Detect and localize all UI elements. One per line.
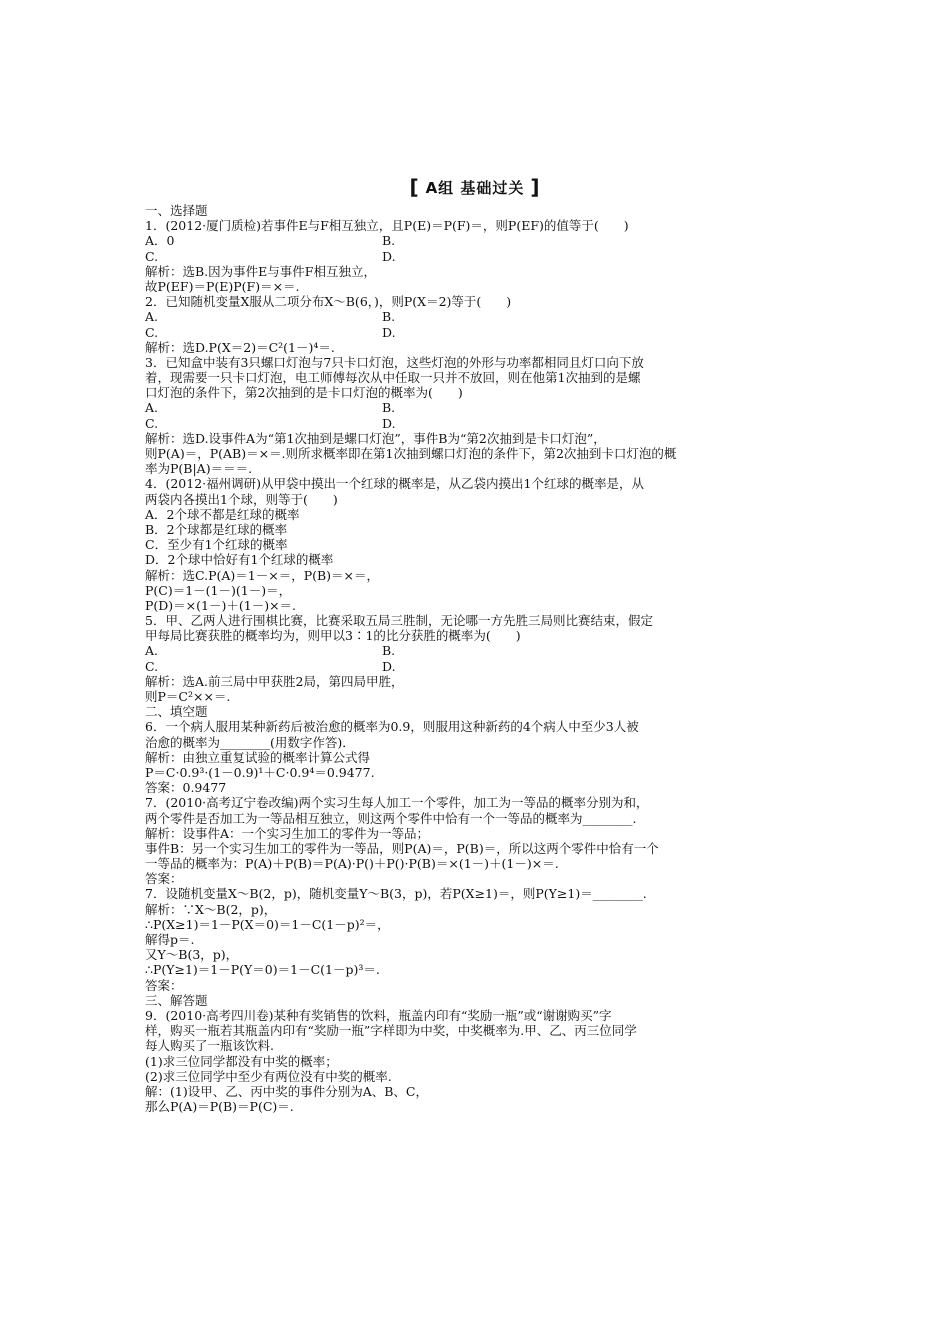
text-line: 一、选择题 — [145, 203, 208, 218]
answer-options-row — [145, 325, 815, 340]
text-line: 甲每局比赛获胜的概率均为，则甲以3∶1的比分获胜的概率为( ) — [145, 628, 521, 644]
text-line: 则P＝C²××＝. — [145, 689, 231, 704]
text-line: 4．(2012·福州调研)从甲袋中摸出一个红球的概率是，从乙袋内摸出1个红球的概率是，从 — [145, 476, 644, 492]
text-line: 又Y～B(3，p)， — [145, 947, 239, 963]
banner-left-bracket: [ — [409, 175, 420, 199]
text-line: 两个零件是否加工为一等品相互独立，则这两个零件中恰有一个一等品的概率为________. — [145, 810, 637, 826]
answer-options-row — [145, 309, 815, 324]
text-line: P(C)＝1－(1－)(1－)＝， — [145, 582, 292, 598]
text-line: 答案： — [145, 871, 183, 887]
option-left: C. — [145, 248, 159, 264]
text-line: 解析：设事件A：一个实习生加工的零件为一等品； — [145, 825, 430, 841]
option-right: B. — [382, 400, 396, 416]
text-line: 2．已知随机变量X服从二项分布X～B(6，)，则P(X＝2)等于( ) — [145, 294, 512, 310]
answer-options-row — [145, 233, 815, 248]
text-line: 三、解答题 — [145, 992, 208, 1008]
text-line: 则P(A)＝，P(AB)＝×＝.则所求概率即在第1次抽到螺口灯泡的条件下，第2次抽到卡口灯泡的概 — [145, 446, 677, 461]
text-line: C．至少有1个红球的概率 — [145, 537, 288, 553]
text-line: (2)求三位同学中至少有两位没有中奖的概率. — [145, 1068, 392, 1084]
answer-options-row — [145, 643, 815, 658]
text-line: ∴P(X≥1)＝1－P(X＝0)＝1－C(1－p)²＝， — [145, 916, 390, 932]
text-line: 二、填空题 — [145, 704, 208, 720]
text-line: P(D)＝×(1－)＋(1－)×＝. — [145, 597, 297, 613]
option-right: D. — [382, 415, 396, 431]
text-line: 解析：选D.设事件A为“第1次抽到是螺口灯泡”，事件B为“第2次抽到是卡口灯泡”， — [145, 430, 606, 446]
text-line: 6．一个病人服用某种新药后被治愈的概率为0.9，则服用这种新药的4个病人中至少3人被 — [145, 719, 639, 735]
banner-right-bracket: ] — [530, 175, 541, 199]
text-line: 解析：选D.P(X＝2)＝C²(1－)⁴＝. — [145, 339, 335, 355]
text-line: 7．设随机变量X～B(2，p)，随机变量Y～B(3，p)，若P(X≥1)＝，则P(Y≥1)＝________. — [145, 886, 647, 902]
text-line: 解析：选B.因为事件E与事件F相互独立， — [145, 263, 376, 279]
text-line: A．2个球不都是红球的概率 — [145, 506, 300, 522]
option-left: A. — [145, 643, 159, 659]
option-right: D. — [382, 658, 396, 674]
text-line: 1．(2012·厦门质检)若事件E与F相互独立，且P(E)＝P(F)＝，则P(EF)的值等于( ) — [145, 218, 629, 234]
answer-options-row — [145, 400, 815, 415]
text-line: 解析：∵X～B(2，p)， — [145, 901, 277, 917]
text-line: 那么P(A)＝P(B)＝P(C)＝. — [145, 1099, 294, 1115]
option-left: A. — [145, 400, 159, 416]
text-line: 9．(2010·高考四川卷)某种有奖销售的饮料，瓶盖内印有“奖励一瓶”或“谢谢购买”字 — [145, 1007, 612, 1023]
option-left: A．0 — [145, 233, 175, 249]
option-left: C. — [145, 658, 159, 674]
text-line: 两袋内各摸出1个球，则等于( ) — [145, 491, 338, 507]
answer-options-row — [145, 249, 815, 264]
text-line: 答案： — [145, 977, 183, 993]
option-right: B. — [382, 643, 396, 659]
option-right: B. — [382, 233, 396, 249]
text-line: 解析：由独立重复试验的概率计算公式得 — [145, 749, 371, 765]
text-line: D．2个球中恰好有1个红球的概率 — [145, 552, 334, 568]
section-banner — [360, 176, 590, 198]
document-body — [145, 203, 815, 1114]
text-line: 解得p＝. — [145, 932, 195, 947]
text-line: 率为P(B|A)＝＝＝. — [145, 461, 253, 477]
text-line: ∴P(Y≥1)＝1－P(Y＝0)＝1－C(1－p)³＝. — [145, 962, 380, 978]
answer-options-row — [145, 659, 815, 674]
text-line: 治愈的概率为________(用数字作答)． — [145, 734, 355, 750]
text-line: 解析：选C.P(A)＝1－×＝，P(B)＝×＝， — [145, 567, 380, 583]
text-line: 解：(1)设甲、乙、丙中奖的事件分别为A、B、C， — [145, 1083, 428, 1099]
text-line: 故P(EF)＝P(E)P(F)＝×＝. — [145, 278, 300, 294]
text-line: 3．已知盒中装有3只螺口灯泡与7只卡口灯泡，这些灯泡的外形与功率都相同且灯口向下放 — [145, 354, 644, 370]
banner-title: A组 基础过关 — [425, 178, 525, 197]
text-line: 一等品的概率为：P(A)＋P(B)＝P(A)·P()＋P()·P(B)＝×(1－)＋(1－)×＝. — [145, 856, 559, 872]
answer-options-row — [145, 416, 815, 431]
option-left: C. — [145, 324, 159, 340]
option-left: C. — [145, 415, 159, 431]
text-line: 口灯泡的条件下，第2次抽到的是卡口灯泡的概率为( ) — [145, 385, 463, 401]
text-line: 解析：选A.前三局中甲获胜2局，第四局甲胜， — [145, 673, 404, 689]
text-line: 7．(2010·高考辽宁卷改编)两个实习生每人加工一个零件，加工为一等品的概率分别为和， — [145, 795, 649, 811]
text-line: B．2个球都是红球的概率 — [145, 521, 288, 537]
text-line: 样，购买一瓶若其瓶盖内印有“奖励一瓶”字样即为中奖，中奖概率为.甲、乙、丙三位同学 — [145, 1023, 637, 1039]
text-line: 着，现需要一只卡口灯泡，电工师傅每次从中任取一只并不放回，则在他第1次抽到的是螺 — [145, 370, 641, 386]
text-line: P＝C·0.9³·(1－0.9)¹＋C·0.9⁴＝0.9477. — [145, 764, 375, 780]
text-line: 答案：0.9477 — [145, 780, 227, 796]
text-line: 事件B：另一个实习生加工的零件为一等品，则P(A)＝，P(B)＝，所以这两个零件中恰有一个 — [145, 840, 659, 856]
text-line: 每人购买了一瓶该饮料. — [145, 1038, 274, 1054]
option-right: B. — [382, 309, 396, 325]
option-right: D. — [382, 324, 396, 340]
option-left: A. — [145, 309, 159, 325]
text-line: 5．甲、乙两人进行围棋比赛，比赛采取五局三胜制，无论哪一方先胜三局则比赛结束，假定 — [145, 613, 653, 629]
text-line: (1)求三位同学都没有中奖的概率； — [145, 1053, 338, 1069]
option-right: D. — [382, 248, 396, 264]
